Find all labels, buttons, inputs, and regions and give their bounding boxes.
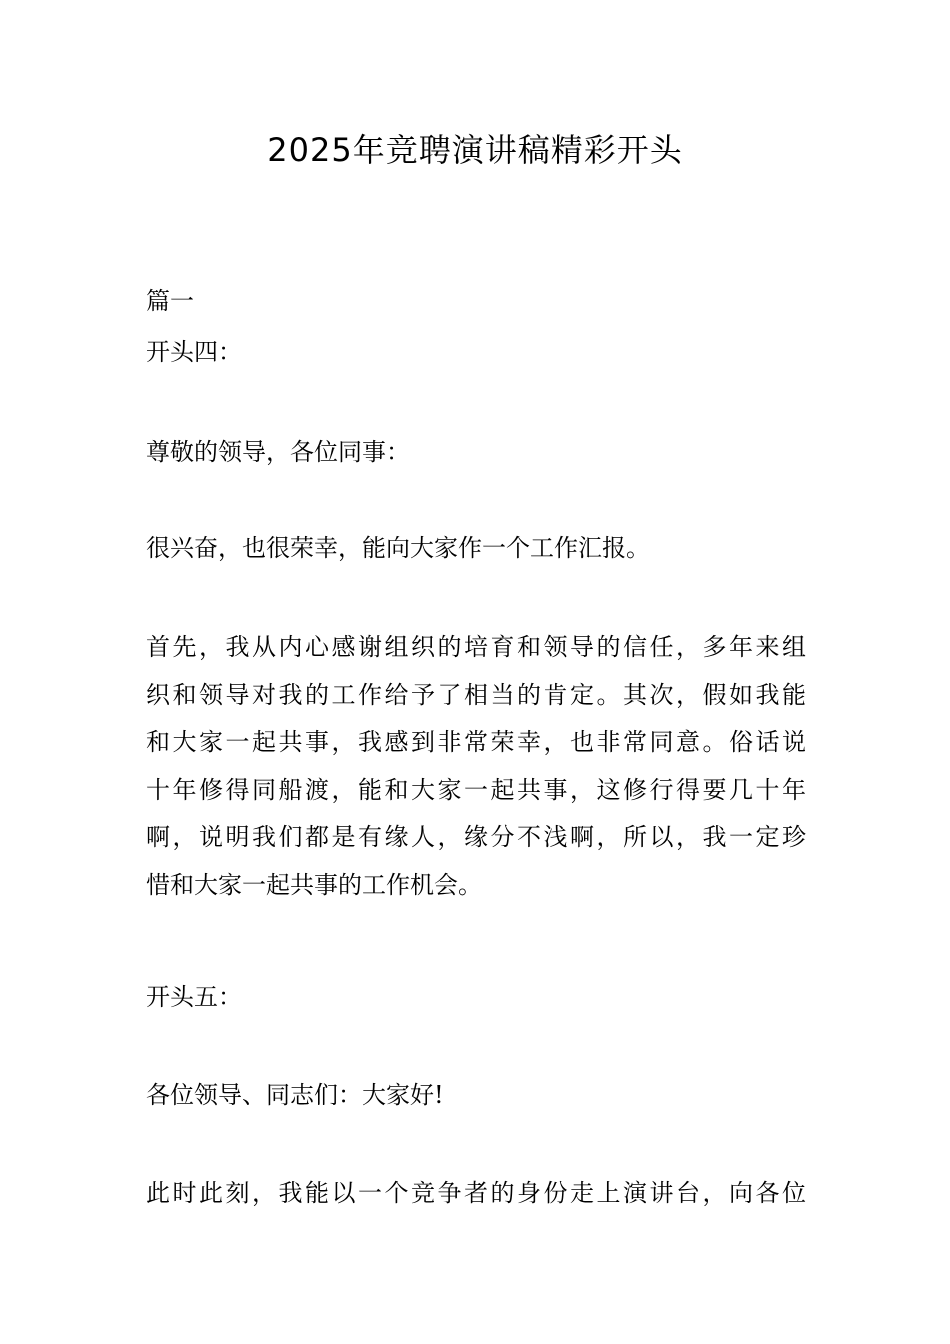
paragraph-one-line: 首先，我从内心感谢组织的培育和领导的信任，多年来组 [146, 633, 806, 661]
intro-sentence: 很兴奋，也很荣幸，能向大家作一个工作汇报。 [146, 534, 650, 562]
greeting-one: 尊敬的领导，各位同事： [146, 438, 410, 466]
paragraph-one [146, 624, 806, 909]
paragraph-one-line: 十年修得同船渡，能和大家一起共事，这修行得要几十年 [146, 775, 806, 804]
document-title: 2025年竞聘演讲稿精彩开头 [267, 131, 683, 169]
paragraph-two-line: 此时此刻，我能以一个竞争者的身份走上演讲台，向各位 [146, 1179, 806, 1207]
greeting-two: 各位领导、同志们：大家好! [146, 1081, 444, 1109]
opening-five-heading: 开头五： [146, 983, 242, 1011]
paragraph-one-line: 啊，说明我们都是有缘人，缘分不浅啊，所以，我一定珍 [146, 823, 806, 851]
section-label: 篇一 [146, 287, 194, 315]
paragraph-one-line: 和大家一起共事，我感到非常荣幸，也非常同意。俗话说 [146, 728, 806, 756]
paragraph-one-line: 织和领导对我的工作给予了相当的肯定。其次，假如我能 [146, 680, 806, 709]
opening-four-heading: 开头四： [146, 338, 242, 366]
paragraph-two [146, 1170, 806, 1218]
paragraph-one-line: 惜和大家一起共事的工作机会。 [146, 870, 482, 899]
